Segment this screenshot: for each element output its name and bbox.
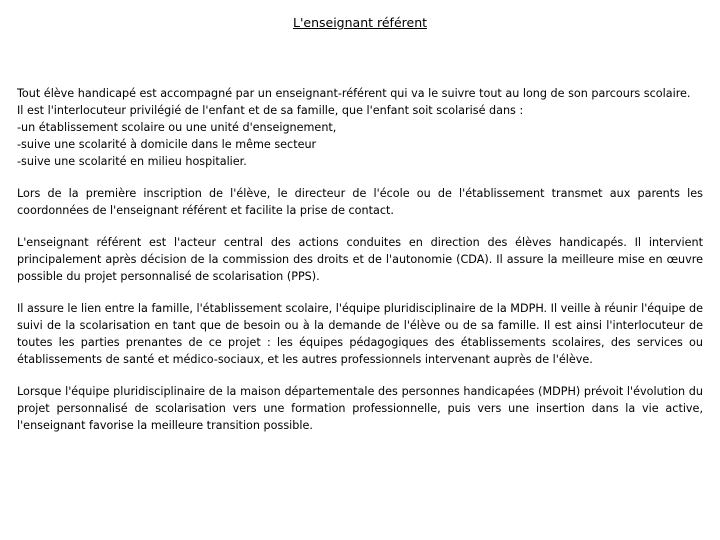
paragraph-intro — [17, 85, 703, 170]
paragraph-central-actor: L'enseignant référent est l'acteur central des actions conduites en direction des élèves handicapés. Il intervient principalement après décision de la commission des droits et de l'autonomie (CDA). Il assure la meilleure mise en œuvre possible du projet personnalisé de scolarisation (PPS). — [17, 236, 703, 283]
page-title: L'enseignant référent — [292, 15, 428, 30]
document-body — [17, 85, 703, 434]
intro-list-item-2: -suive une scolarité à domicile dans le même secteur — [17, 138, 317, 151]
intro-line-1: Tout élève handicapé est accompagné par un enseignant-référent qui va le suivre tout au long de son parcours scolaire. — [17, 87, 691, 100]
paragraph-family-link: Il assure le lien entre la famille, l'établissement scolaire, l'équipe pluridisciplinaire de la MDPH. Il veille à réunir l'équipe de suivi de la scolarisation en tant que de besoin ou à la demande de l'élève ou de sa famille. Il est ainsi l'interlocuteur de toutes les parties prenantes de ce projet : les équipes pédagogiques des établissements scolaires, des services ou établissements de santé et médico-sociaux, et les autres professionnels intervenant auprès de l'élève. — [17, 302, 703, 366]
paragraph-first-registration: Lors de la première inscription de l'élève, le directeur de l'école ou de l'établissement transmet aux parents les coordonnées de l'enseignant référent et facilite la prise de contact. — [17, 187, 703, 217]
intro-list-item-1: -un établissement scolaire ou une unité d'enseignement, — [17, 121, 337, 134]
paragraph-mdph-transition: Lorsque l'équipe pluridisciplinaire de la maison départementale des personnes handicapées (MDPH) prévoit l'évolution du projet personnalisé de scolarisation vers une formation professionnelle, puis vers une insertion dans la vie active, l'enseignant favorise la meilleure transition possible. — [17, 385, 703, 432]
intro-list-item-3: -suive une scolarité en milieu hospitalier. — [17, 155, 247, 168]
intro-line-2: Il est l'interlocuteur privilégié de l'enfant et de sa famille, que l'enfant soit scolarisé dans : — [17, 104, 524, 117]
